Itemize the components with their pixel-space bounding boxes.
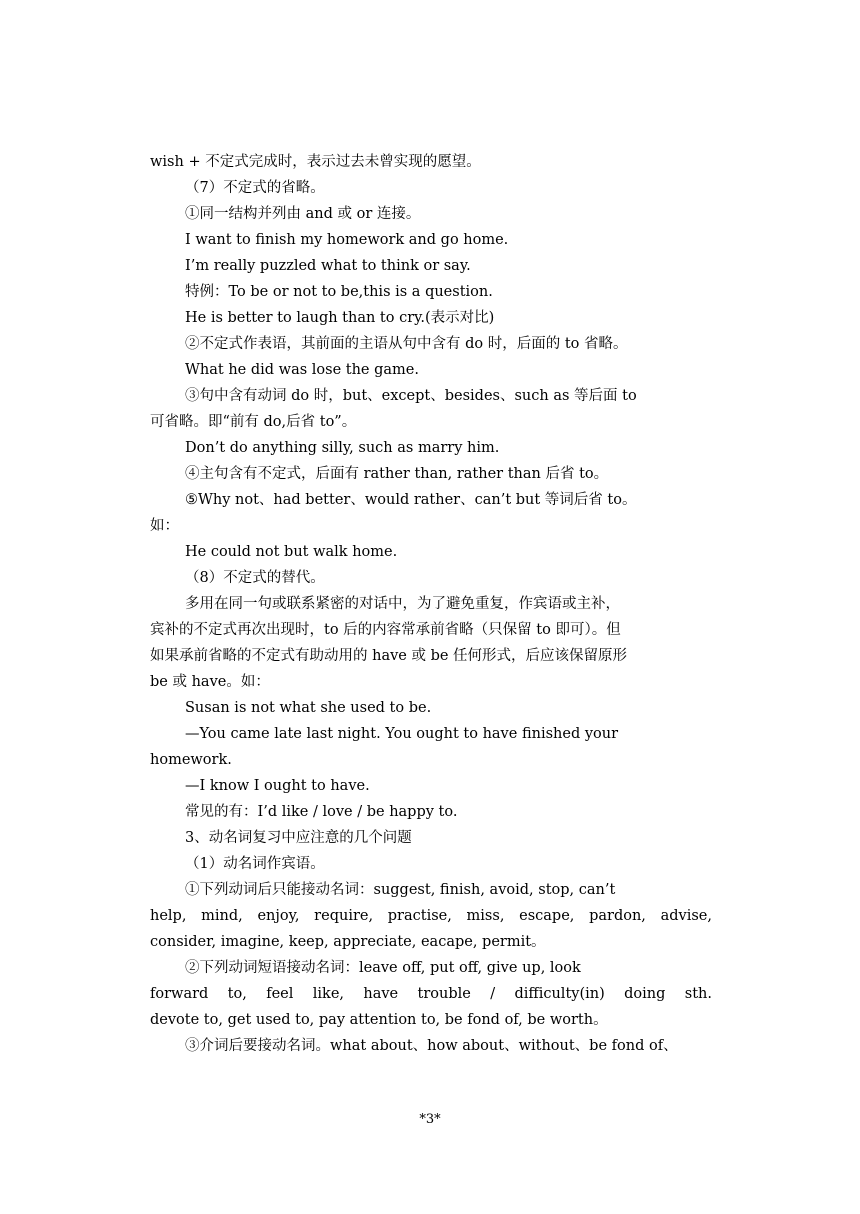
text-line: ④主句含有不定式，后面有 rather than, rather than 后省 to。 (185, 466, 609, 482)
example-sentence: —You came late last night. You ought to have finished your (185, 726, 619, 742)
example-sentence: —I know I ought to have. (185, 778, 370, 794)
text-line: forward to, feel like, have trouble / difficulty(in) doing sth. (150, 986, 712, 1002)
text-line: ②下列动词短语接动名词：leave off, put off, give up, look (185, 960, 581, 976)
text-line: devote to, get used to, pay attention to, be fond of, be worth。 (150, 1012, 608, 1028)
text-line: consider, imagine, keep, appreciate, eacape, permit。 (150, 934, 546, 950)
text-line: ②不定式作表语，其前面的主语从句中含有 do 时，后面的 to 省略。 (185, 336, 628, 352)
example-sentence: I want to finish my homework and go home. (185, 232, 509, 248)
example-sentence: Susan is not what she used to be. (185, 700, 432, 716)
section-heading: （7）不定式的省略。 (185, 180, 325, 196)
text-line: 常见的有：I’d like / love / be happy to. (185, 804, 458, 820)
example-sentence: He is better to laugh than to cry.(表示对比) (185, 310, 495, 326)
page-number: *3* (419, 1112, 441, 1127)
text-line: 如： (150, 518, 179, 534)
text-line: 可省略。即“前有 do,后省 to”。 (150, 414, 357, 430)
text-line: help, mind, enjoy, require, practise, miss, escape, pardon, advise, (150, 908, 712, 924)
example-sentence: homework. (150, 752, 232, 768)
text-line: ③介词后要接动名词。what about、how about、without、be fond of、 (185, 1038, 678, 1054)
example-sentence: What he did was lose the game. (185, 362, 419, 378)
text-line: 如果承前省略的不定式有助动用的 have 或 be 任何形式，后应该保留原形 (150, 648, 628, 664)
example-sentence: Don’t do anything silly, such as marry him. (185, 440, 500, 456)
example-sentence: He could not but walk home. (185, 544, 398, 560)
section-heading: （1）动名词作宾语。 (185, 856, 325, 872)
text-line: be 或 have。如： (150, 674, 270, 690)
text-line: ①同一结构并列由 and 或 or 连接。 (185, 206, 421, 222)
text-line: ⑤Why not、had better、would rather、can’t but 等词后省 to。 (185, 492, 637, 508)
example-sentence: 特例：To be or not to be,this is a question. (185, 284, 493, 300)
section-heading: 3、动名词复习中应注意的几个问题 (185, 830, 412, 846)
text-line: wish + 不定式完成时，表示过去未曾实现的愿望。 (150, 154, 481, 170)
text-line: 宾补的不定式再次出现时，to 后的内容常承前省略（只保留 to 即可）。但 (150, 622, 621, 638)
document-body (150, 149, 712, 1059)
section-heading: （8）不定式的替代。 (185, 570, 325, 586)
text-line: ①下列动词后只能接动名词：suggest, finish, avoid, stop, can’t (185, 882, 616, 898)
text-line: 多用在同一句或联系紧密的对话中，为了避免重复，作宾语或主补， (185, 596, 620, 612)
text-line: ③句中含有动词 do 时，but、except、besides、such as 等后面 to (185, 388, 637, 404)
example-sentence: I’m really puzzled what to think or say. (185, 258, 471, 274)
